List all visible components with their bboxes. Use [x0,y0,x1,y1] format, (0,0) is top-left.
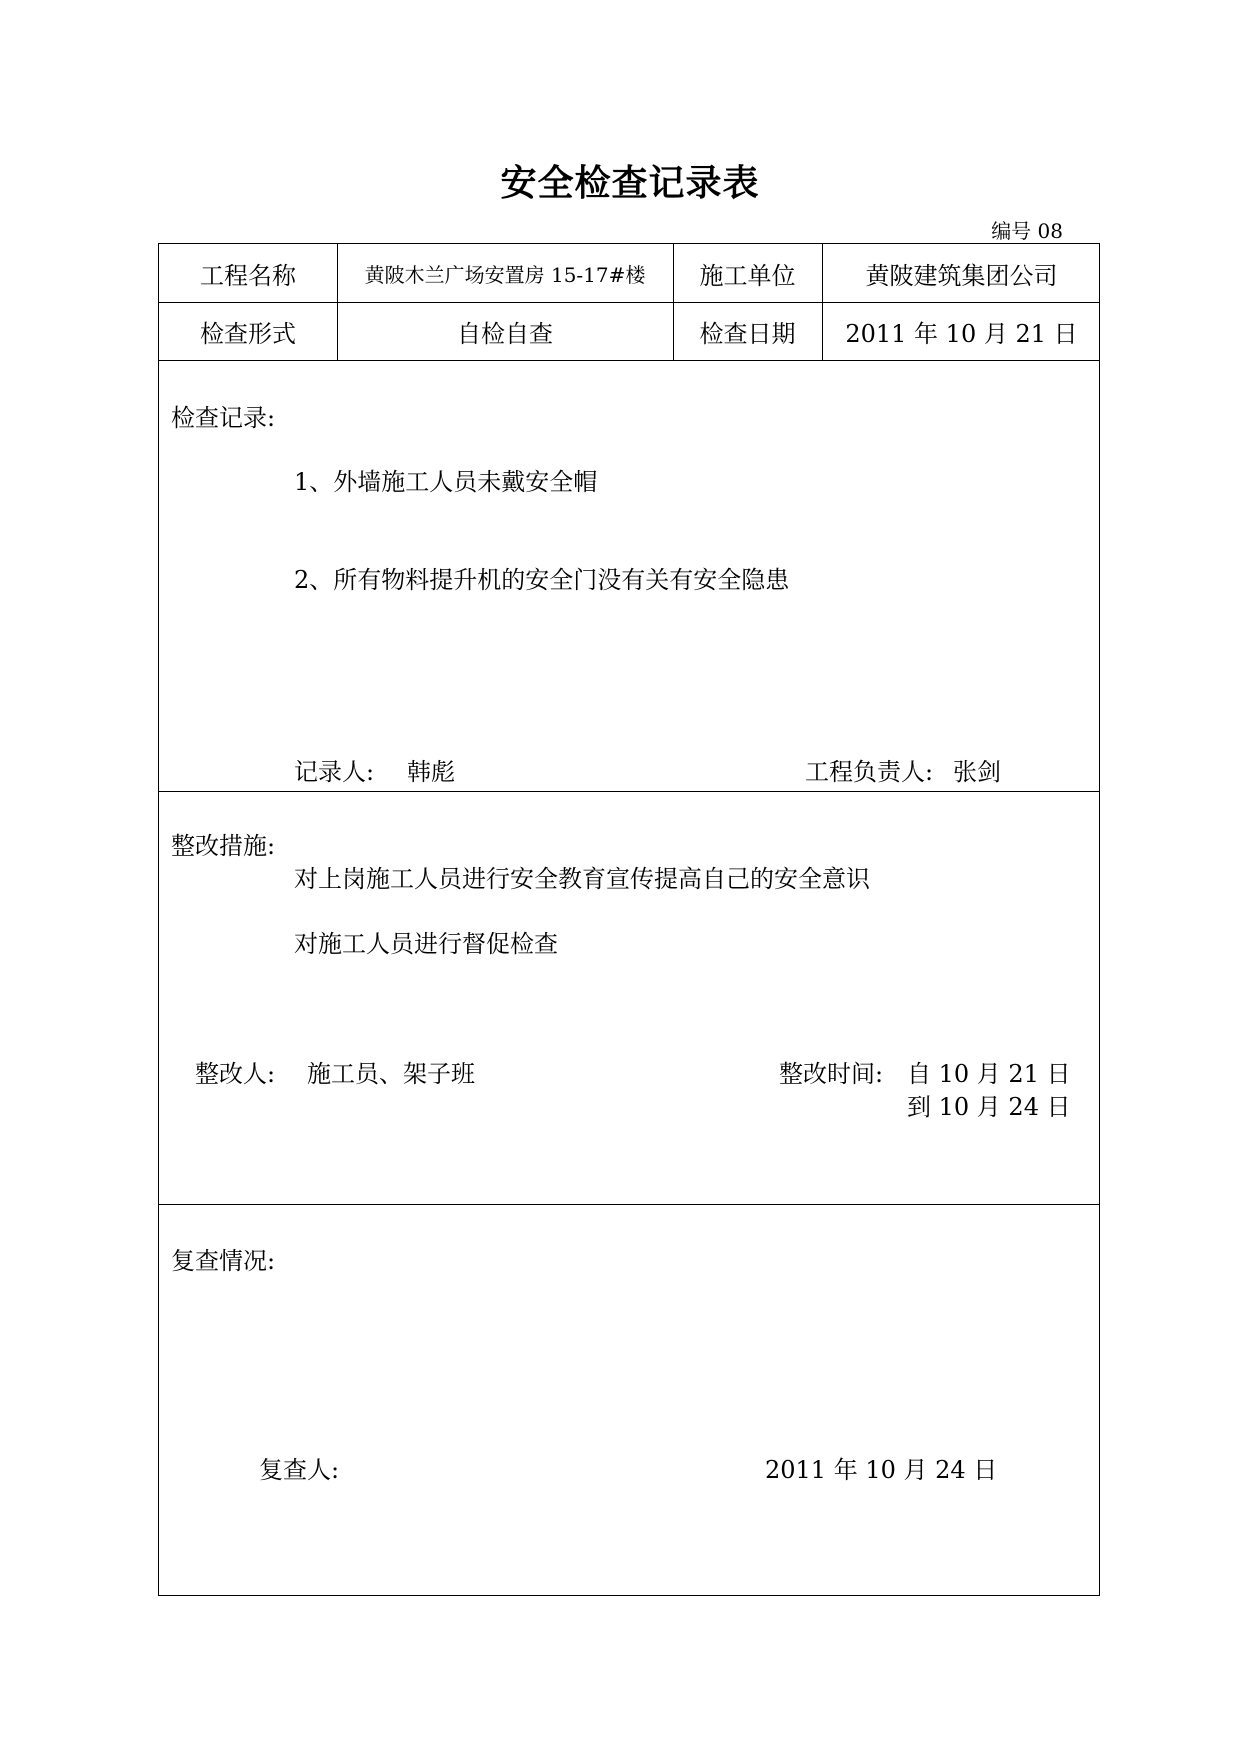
rectification-time-to: 到 10 月 24 日 [907,1093,1071,1121]
inspection-record-item: 1、外墙施工人员未戴安全帽 [294,468,598,496]
inspection-record-item: 2、所有物料提升机的安全门没有关有安全隐患 [294,566,790,594]
project-name-label: 工程名称 [200,261,296,290]
construction-unit-value: 黄陂建筑集团公司 [865,261,1058,290]
construction-unit-label: 施工单位 [699,261,796,290]
review-date: 2011 年 10 月 24 日 [765,1456,998,1484]
inspection-type-label: 检查形式 [200,319,296,348]
section-divider [159,791,1099,792]
rectification-time-from: 自 10 月 21 日 [907,1060,1071,1088]
review-label: 复查情况: [171,1247,276,1275]
inspection-date-label: 检查日期 [699,319,796,348]
section-divider [159,1204,1099,1205]
rectification-person-label: 整改人: [195,1060,276,1088]
rectification-label: 整改措施: [171,832,276,860]
rectification-time-label: 整改时间: [779,1060,884,1088]
project-lead-label: 工程负责人: [805,758,934,786]
recorder-label: 记录人: [294,758,375,786]
rectification-measure: 对上岗施工人员进行安全教育宣传提高自己的安全意识 [294,865,870,893]
project-name-value: 黄陂木兰广场安置房 15-17#楼 [364,262,646,287]
row-divider [159,360,1099,361]
rectification-person-value: 施工员、架子班 [307,1060,475,1088]
inspection-record-label: 检查记录: [171,404,276,432]
project-lead-name: 张剑 [953,758,1001,786]
page-title: 安全检查记录表 [500,163,760,204]
rectification-measure: 对施工人员进行督促检查 [294,930,558,958]
inspection-form-table [158,243,1100,1596]
recorder-name: 韩彪 [407,758,455,786]
serial-number: 编号 08 [991,219,1063,243]
inspection-type-value: 自检自查 [457,319,553,348]
inspection-date-value: 2011 年 10 月 21 日 [845,319,1078,348]
reviewer-label: 复查人: [259,1456,340,1484]
